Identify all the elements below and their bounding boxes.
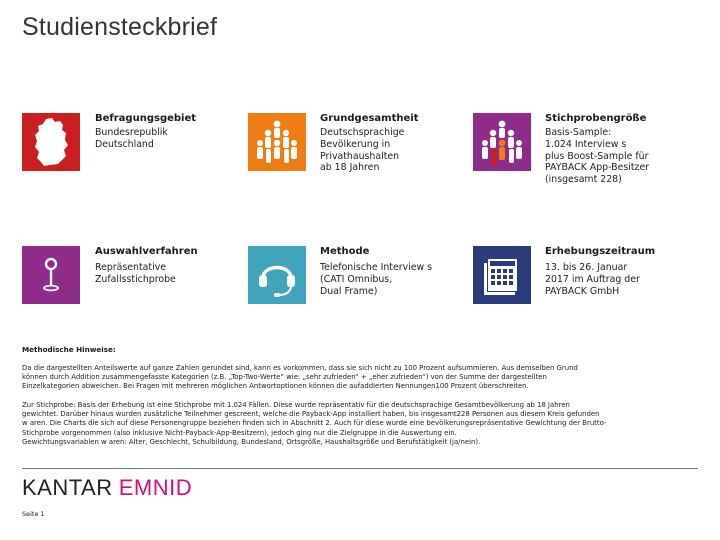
card-heading: Befragungsgebiet bbox=[95, 113, 197, 124]
kantar-emnid-logo: KANTAR EMNID bbox=[22, 475, 193, 500]
population-group-icon bbox=[248, 113, 306, 171]
page-number: Seite 1 bbox=[22, 510, 45, 518]
notes-heading: Methodische Hinweise: bbox=[22, 345, 116, 354]
card-body: Telefonische Interview s (CATI Omnibus, Dual Frame) bbox=[320, 262, 433, 297]
headset-icon bbox=[248, 246, 306, 304]
card-heading: Grundgesamtheit bbox=[320, 113, 419, 124]
card-heading: Erhebungszeitraum bbox=[545, 246, 656, 257]
germany-map-icon bbox=[22, 113, 80, 171]
page-title: Studiensteckbrief bbox=[22, 13, 218, 41]
divider bbox=[22, 468, 698, 469]
card-body: Bundesrepublik Deutschland bbox=[95, 127, 168, 150]
notes-paragraph-rounding: Da die dargestellten Anteilswerte auf ganze Zahlen gerundet sind, kann es vorkommen, dass sie sich nicht zu 100 Prozent aufsummieren. Aus demselben Grund können durch Addition zusammengefasste Kategorien (z.B. „Top-Two-Werte“ wie: „sehr zufrieden“ + „eher zufrieden“) von der Summe der dargestellten Einzelkategorien abweichen. Bei Fragen mit mehreren möglichen Antwortoptionen können die aufaddierten Nennungen100 Prozent überschreiten. bbox=[22, 364, 578, 391]
card-heading: Auswahlverfahren bbox=[95, 246, 198, 257]
card-body: Deutschsprachige Bevölkerung in Privathaushalten ab 18 Jahren bbox=[320, 127, 405, 174]
card-body: Basis-Sample: 1.024 Interview s plus Boost-Sample für PAYBACK App-Besitzer (insgesamt 228) bbox=[545, 127, 650, 186]
calendar-icon bbox=[473, 246, 531, 304]
card-heading: Methode bbox=[320, 246, 370, 257]
card-body: Repräsentative Zufallsstichprobe bbox=[95, 262, 176, 285]
card-body: 13. bis 26. Januar 2017 im Auftrag der PAYBACK GmbH bbox=[545, 262, 640, 297]
card-heading: Stichprobengröße bbox=[545, 113, 647, 124]
notes-paragraph-sample: Zur Stichprobe: Basis der Erhebung ist eine Stichprobe mit 1.024 Fällen. Diese wurde repräsentativ für die deutschsprachige Gesamtbevölkerung ab 18 Jahren gewichtet. Darüber hinaus wurden zusätzliche Teilnehmer gescreent, welche die Payback-App installiert haben, bis insgesamt228 Personen aus diesem Kreis gefunden w aren. Die Charts die sich auf diese Personengruppe beziehen finden sich in Abschnitt 2. Auch für diese wurde eine bevölkerungsrepräsentative Gewichtung der Brutto- Stichprobe vorgenommen (also inklusive Nicht-Payback-App-Besitzern), jedoch ging nur die Zielgruppe in die Auswertung ein. Gewichtungsvariablen w aren: Alter, Geschlecht, Schulbildung, Bundesland, Ortsgröße, Haushaltsgröße und Berufstätigkeit (ja/nein). bbox=[22, 401, 607, 446]
pin-icon bbox=[22, 246, 80, 304]
sample-selection-icon bbox=[473, 113, 531, 171]
